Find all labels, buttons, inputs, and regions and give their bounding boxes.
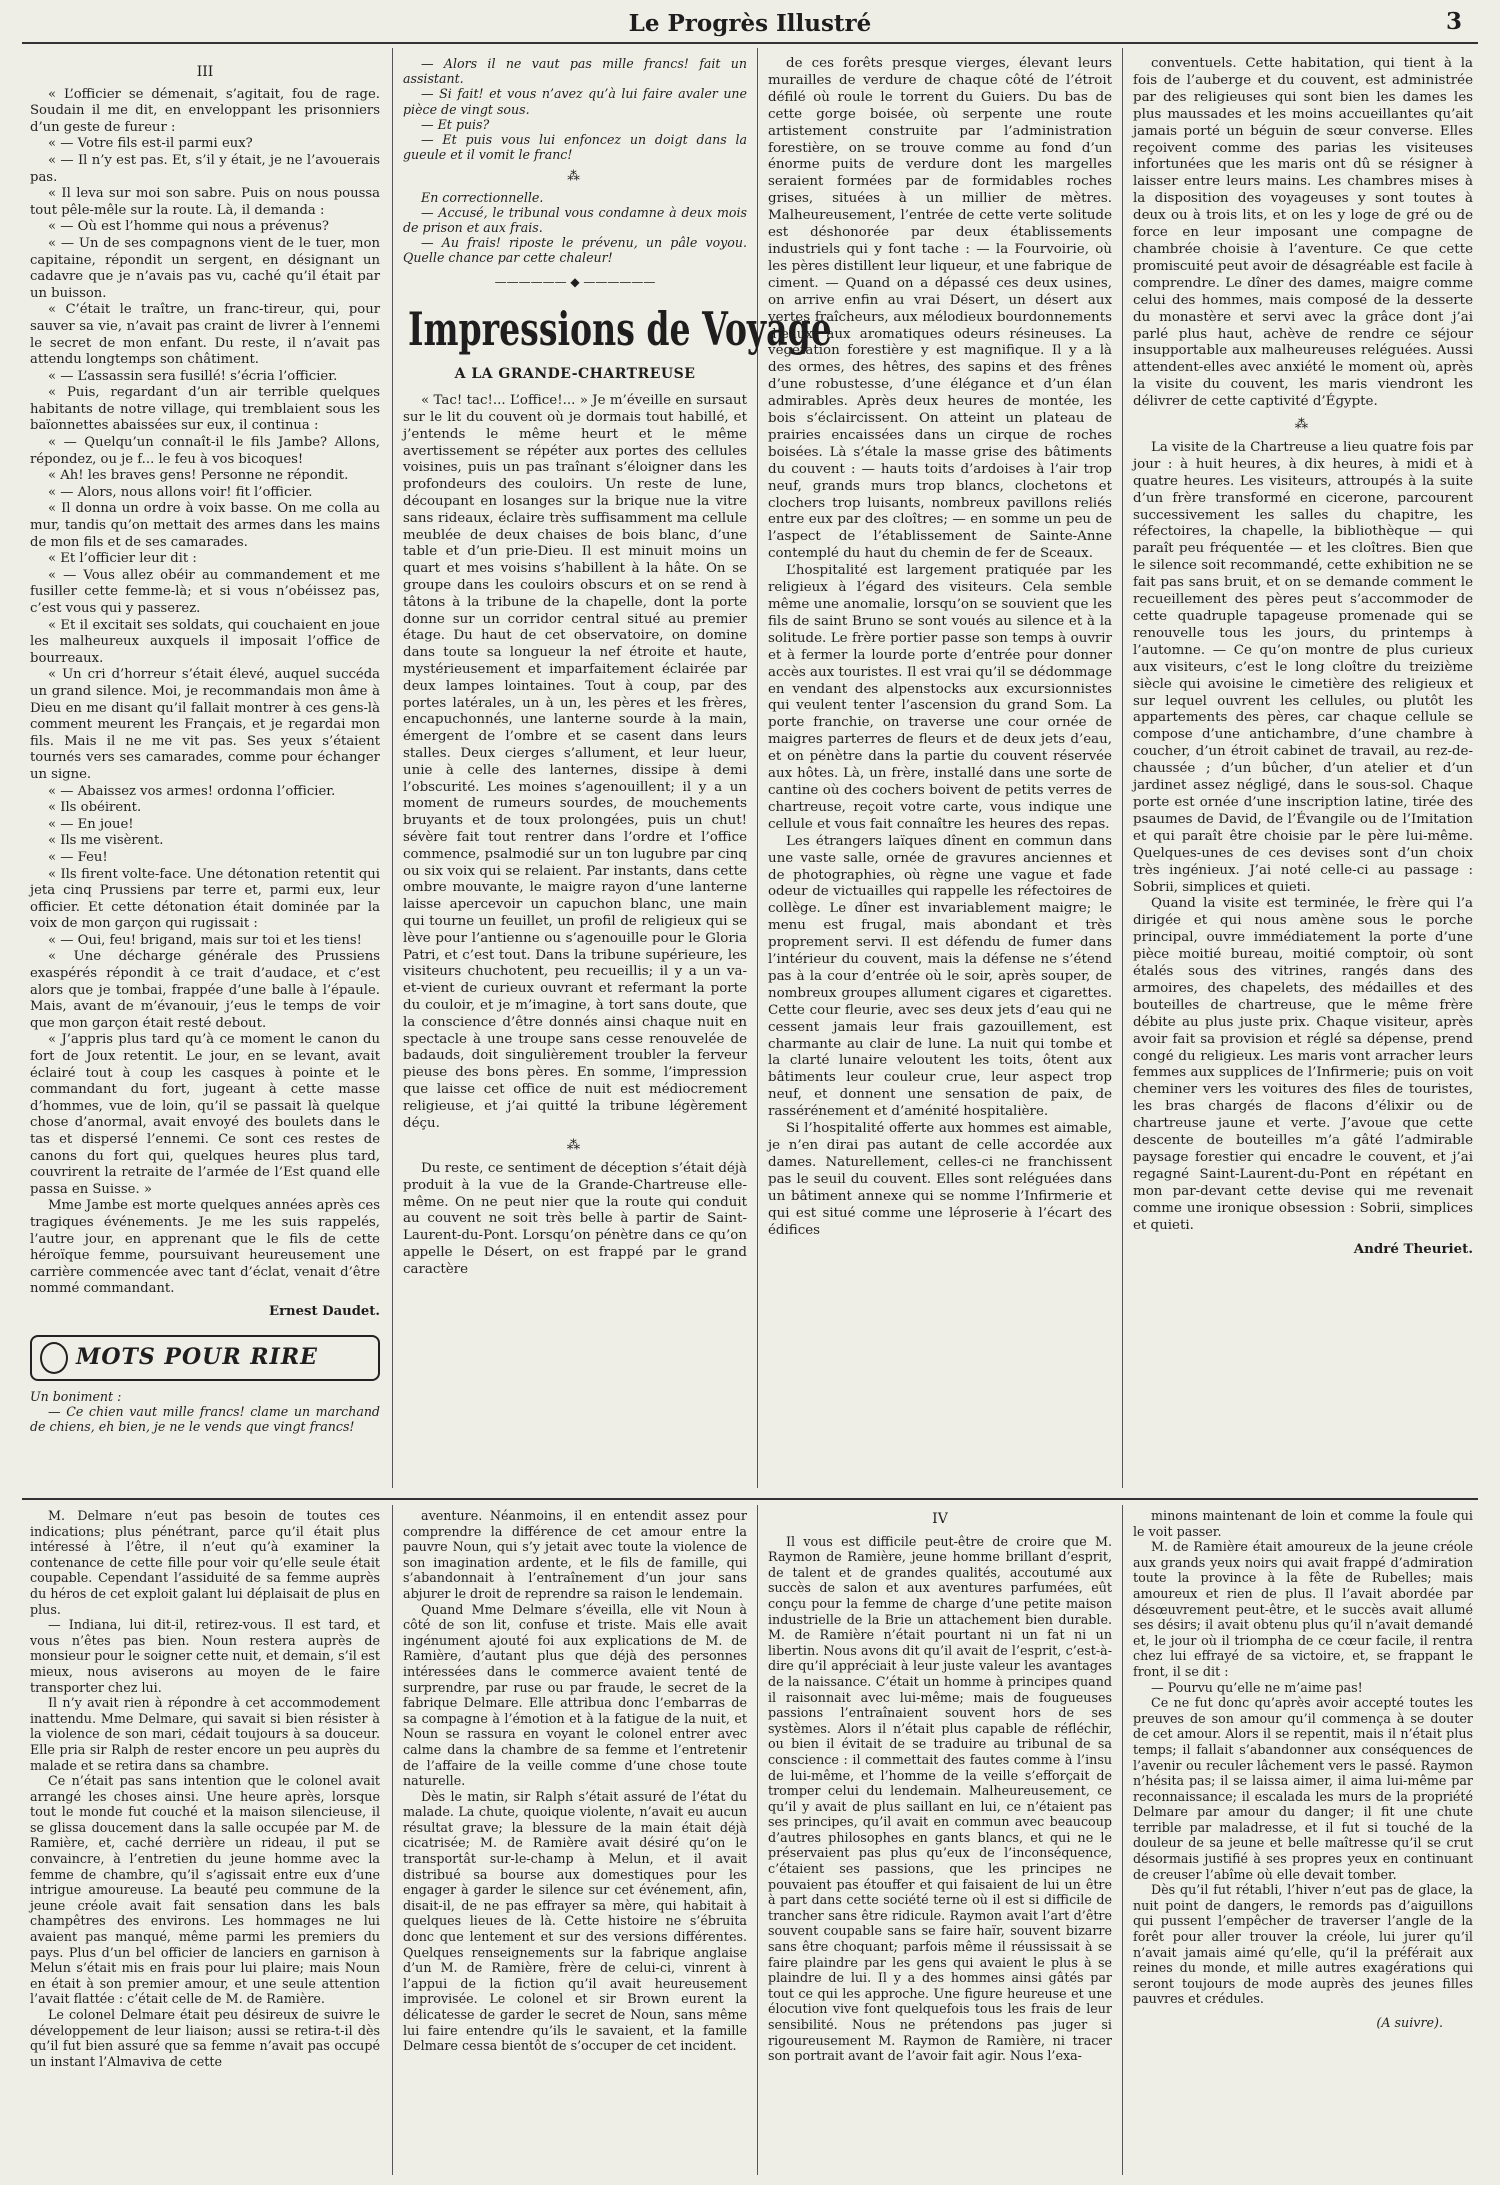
separator-dots-icon: ⁂ [566,1138,584,1154]
paragraph: « C’était le traître, un franc-tireur, qui, pour sauver sa vie, n’avait pas craint de livrer à l’ennemi le secret de mon enfant. Du reste, il n’avait pas attendu longtemps son châtiment. [30,302,380,368]
paragraph: — Et puis vous lui enfoncez un doigt dans la gueule et il vomit le franc! [403,132,747,163]
mots-pour-rire-banner [30,1335,380,1381]
column-divider [392,48,393,1488]
feuilleton-column-3 [768,1508,1112,2176]
column-divider [1122,48,1123,1488]
paragraph: « — Où est l’homme qui nous a prévenus? [48,219,329,235]
paragraph: « Et l’officier leur dit : [48,551,197,567]
paragraph: « — Quelqu’un connaît-il le fils Jambe? Allons, répondez, ou je f... le feu à vos bicoques! [30,435,380,467]
paragraph: Le colonel Delmare était peu désireux de suivre le développement de leur liaison; aussi se retira-t-il dès qu’il fut bien assuré que sa femme n’avait pas occupé un instant l’Almaviva de cette [30,2007,380,2069]
feuilleton-column-4 [1133,1508,1473,2176]
lamp-icon [40,1342,68,1374]
section-number: III [196,64,214,80]
paragraph: « Ils firent volte-face. Une détonation retentit qui jeta cinq Prussiens par terre et, parmi eux, leur officier. Et cette détonation était dominée par la voix de mon garçon qui rugissait : [30,866,380,932]
paragraph: — Pourvu qu’elle ne m’aime pas! [1151,1679,1363,1695]
paragraph: Mme Jambe est morte quelques années après ces tragiques événements. Je me les suis rappelés, l’autre jour, en apprenant que le fils de cette héroïque femme, poursuivant heureusement une carrière commencée avec tant d’éclat, venait d’être nommé commandant. [30,1198,380,1297]
paragraph: « Il leva sur moi son sabre. Puis on nous poussa tout pêle-mêle sur la route. Là, il demanda : [30,186,380,218]
paragraph: « — Il n’y est pas. Et, s’il y était, je ne l’avouerais pas. [30,152,380,185]
paragraph: « — Un de ses compagnons vient de le tuer, mon capitaine, répondit un sergent, en désignant un cadavre que je n’avais pas vu, caché qu’il était par un buisson. [30,235,380,301]
newspaper-title: Le Progrès Illustré [628,9,872,37]
paragraph: « — L’assassin sera fusillé! s’écria l’officier. [48,368,338,384]
paragraph: « Tac! tac!... L’office!... » Je m’éveille en sursaut sur le lit du couvent où je dormais tout habillé, et j’entends le même heurt et le même avertissement se répéter aux portes des cellules voisines, puis un pas traînant s’éloigner dans les profondeurs des couloirs. Un reste de lune, découpant en losanges sur la brique nue la vitre sans rideaux, éclaire très suffisamment ma cellule meublée de deux chaises de bois blanc, d’une table et d’un prie-Dieu. Il est minuit moins un quart et mes voisins s’habillent à la hâte. On se groupe dans les couloirs obscurs et on se rend à tâtons à la tribune de la chapelle, dont la porte donne sur un corridor central situé au premier étage. Du haut de cet observatoire, on domine dans toute sa longueur la nef étroite et haute, mystérieusement et imparfaitement éclairée par deux lampes lointaines. Tout à coup, par des portes latérales, un à un, les pères et les frères, encapuchonnés, une lanterne sourde à la main, émergent de l’ombre et se casent dans leurs stalles. Deux cierges s’allument, et leur lueur, unie à celle des lanternes, dissipe à demi l’obscurité. Les moines s’agenouillent; il y a un moment de rumeurs sourdes, de mouchements bruyants et de toux prolongées, puis un chut! sévère fait tout rentrer dans l’ordre et l’office commence, psalmodié sur un ton lugubre par cinq ou six voix qui se relaient. Par instants, dans cette ombre mouvante, le maigre rayon d’une lanterne laisse apercevoir un capuchon blanc, une main qui tourne un feuillet, un profil de religieux qui se lève pour l’antienne ou s’agenouille pour le Gloria Patri, et c’est tout. Dans la tribune supérieure, les visiteurs chuchotent, peu recueillis; il y a un va-et-vient de curieux ouvrant et refermant la porte du couloir, et je m’imagine, à tort sans doute, que la conscience d’être donnés ainsi chaque nuit en spectacle à une troupe sans cesse renouvelée de badauds, doit singulièrement troubler la ferveur pieuse des bons pères. En somme, l’impression que laisse cet office de nuit est médiocrement religieuse, et j’ai quitté la tribune légèrement déçu. [403,393,747,1131]
paragraph: « Puis, regardant d’un air terrible quelques habitants de notre village, qui tremblaient sous les baïonnettes abaissées sur eux, il continua : [30,385,380,434]
paragraph: — Accusé, le tribunal vous condamne à deux mois de prison et aux frais. [403,204,747,236]
article-column-1 [30,60,380,1485]
article-column-2 [403,56,832,1486]
joke-intro: Un boniment : [30,1388,122,1404]
paragraph: « J’appris plus tard qu’à ce moment le canon du fort de Joux retentit. Le jour, en se levant, avait éclairé tout à coup les casques à pointe et le commandant du fort, jugeant à cette masse d’hommes, vue de loin, qu’il se passait là quelque chose d’anormal, avait envoyé des boulets dans le tas et dispersé l’ennemi. Ce sont ces restes de canons du fort qui, quelques heures plus tard, couvrirent la retraite de l’armée de l’Est quand elle passa en Suisse. » [30,1032,380,1197]
paragraph: « Ils obéirent. [48,800,142,816]
paragraph: « Et il excitait ses soldats, qui couchaient en joue les malheureux auxquels il imposait l’office de bourreaux. [30,617,380,666]
paragraph: — Alors il ne vaut pas mille francs! fait un assistant. [403,56,747,87]
paragraph: « Une décharge générale des Prussiens exaspérés répondit à ce trait d’audace, et c’est alors que je tombai, frappée d’une balle à l’épaule. Mais, avant de m’évanouir, j’eus le temps de voir que mon garçon était resté debout. [30,949,380,1031]
paragraph: — Indiana, lui dit-il, retirez-vous. Il est tard, et vous n’êtes pas bien. Noun restera auprès de monsieur pour le soigner cette nuit, et demain, s’il est mieux, nous aviserons au moyen de le faire transporter chez lui. [30,1617,380,1695]
article-text [768,56,1112,1239]
paragraph: Les étrangers laïques dînent en commun dans une vaste salle, ornée de gravures anciennes et de photographies, où règne une vague et fade odeur de victuailles qui rappelle les réfectoires de collège. Le dîner est invariablement maigre; le menu est frugal, mais abondant et très proprement servi. Il est défendu de fumer dans l’intérieur du couvent, mais la défense ne s’étend pas à la cour d’entrée où le soir, après souper, de nombreux groupes allument cigares et cigarettes. Cette cour fleurie, avec ses deux jets d’eau qui ne cessent jamais leur frais gazouillement, est charmante au clair de lune. La nuit qui tombe et la clarté lunaire veloutent les toits, ôtent aux bâtiments leur couleur crue, leur aspect trop neuf, et donnent une sensation de paix, de rassérénement et d’aménité hospitalière. [768,833,1112,1120]
joke-text: — Ce chien vaut mille francs! clame un marchand de chiens, eh bien, je ne le vends que vingt francs! [30,1403,380,1434]
paragraph: Quand Mme Delmare s’éveilla, elle vit Noun à côté de son lit, confuse et triste. Mais elle avait ingénument ajouté foi aux explications de M. de Ramière, d’autant plus que déjà des personnes intéressées dans le commerce avaient tenté de surprendre, par ruse ou par fraude, le secret de la fabrique Delmare. Elle attribua donc l’embarras de sa compagne à l’émotion et à la fatigue de la nuit, et Noun se rassura en voyant le colonel entrer avec calme dans la chambre de sa femme et l’entretenir de l’affaire de la veille comme d’une chose toute naturelle. [403,1601,747,1789]
paragraph: Du reste, ce sentiment de déception s’était déjà produit à la vue de la Grande-Chartreuse elle-même. On ne peut nier que la route qui conduit au couvent ne soit très belle à partir de Saint-Laurent-du-Pont. Lorsqu’on pénètre dans ce qu’on appelle le Désert, on est frappé par le grand caractère [403,1161,747,1277]
separator-dots-icon: ⁂ [567,168,583,184]
paragraph: Dès le matin, sir Ralph s’était assuré de l’état du malade. La chute, quoique violente, n’avait eu aucun résultat grave; la blessure de la main était déjà cicatrisée; M. de Ramière avait désiré qu’on le transportât sur-le-champ à Melun, et il avait distribué sa bourse aux domestiques pour les engager à garder le silence sur cet événement, afin, disait-il, de ne pas effrayer sa mère, qui habitait à quelques lieues de là. Cette histoire ne s’ébruita donc que lentement et sur des versions différentes. Quelques renseignements sur la fabrique anglaise d’un M. de Ramière, frère de celui-ci, vinrent à l’appui de la fiction qu’il avait heureusement improvisée. Le colonel et sir Brown eurent la délicatesse de garder le secret de Noun, sans même lui faire entendre qu’ils le savaient, et la famille Delmare cessa bientôt de s’occuper de cet incident. [403,1788,747,2054]
paragraph: de ces forêts presque vierges, élevant leurs murailles de verdure de chaque côté de l’étroit défilé où roule le torrent du Guiers. Du bas de cette gorge boisée, où serpente une route artistement construite par l’administration forestière, on se trouve comme au fond d’un énorme puits de verdure dont les margelles seraient formées par de formidables roches grises, situées à un millier de mètres. Malheureusement, l’entrée de cette verte solitude est déshonorée par deux établissements industriels qui y font tache : — la Fourvoirie, où les pères distillent leur liqueur, et une fabrique de ciment. — Quand on a dépassé ces deux usines, on arrive enfin au vrai Désert, un désert aux vertes fraîcheurs, aux mélodieux bourdonnements d’eaux, aux aromatiques odeurs résineuses. La végétation forestière y est magnifique. Il y a là des ormes, des hêtres, des sapins et des frênes d’une robustesse, d’une élégance et d’un élan admirables. Après deux heures de montée, les bois s’éclaircissent. On atteint un plateau de prairies encaissées dans un cirque de roches boisées. Là s’étale la masse grise des bâtiments du couvent : — hauts toits d’ardoises à l’air trop neuf, grands murs trop blancs, clochetons et clochers trop luisants, nombreux pavillons reliés entre eux par des cloîtres; — en somme un peu de l’aspect de l’établissement de Sainte-Anne contemplé du haut du chemin de fer de Sceaux. [768,56,1112,562]
paragraph: Quand la visite est terminée, le frère qui l’a dirigée et qui nous amène sous le porche principal, ouvre immédiatement la porte d’une pièce moitié bureau, moitié comptoir, où sont étalés sous des vitrines, rangés dans des armoires, des chapelets, des médailles et des bouteilles de chartreuse, que le même frère débite au plus juste prix. Chaque visiteur, après avoir fait sa provision et réglé sa dépense, prend congé du religieux. Les maris vont arracher leurs femmes aux supplices de l’Infirmerie; puis on voit cheminer vers les voitures des files de touristes, les bras chargés de flacons d’élixir ou de chartreuse jaune et verte. J’avoue que cette descente de bouteilles m’a gâté l’admirable paysage forestier qui encadre le couvent, et j’ai regagné Saint-Laurent-du-Pont en répétant en mon par-devant cette devise qui me revenait comme une ironique obsession : Sobrii, simplices et quieti. [1133,896,1473,1233]
paragraph: aventure. Néanmoins, il en entendit assez pour comprendre la différence de cet amour entre la pauvre Noun, qui s’y jetait avec toute la violence de son imagination ardente, et le fils de famille, qui s’abandonnait à l’entraînement d’un jour sans abjurer le droit de reprendre sa raison le lendemain. [403,1508,747,1601]
separator-dots-icon: ⁂ [1294,417,1312,433]
paragraph: « Ils me visèrent. [48,833,164,849]
section-number: IV [932,1511,948,1527]
column-divider [1122,1505,1123,2175]
article-title: Impressions de Voyage [407,302,832,357]
paragraph: — Si fait! et vous n’avez qu’à lui faire avaler une pièce de vingt sous. [403,86,747,117]
paragraph: Ce n’était pas sans intention que le colonel avait arrangé les choses ainsi. Une heure après, lorsque tout le monde fut couché et la maison silencieuse, il se glissa doucement dans la salle occupée par M. de Ramière, et, caché derrière un rideau, il put se convaincre, à l’entretien du jeune homme avec la femme de chambre, qu’il s’agissait entre eux d’une intrigue amoureuse. La beauté peu commune de la jeune créole avait fait sensation dans les bals champêtres des environs. Les hommages ne lui avaient pas manqué, même parmi les premiers du pays. Plus d’un bel officier de lanciers en garnison à Melun s’était mis en frais pour lui plaire; mais Noun en était à son premier amour, et une seule attention l’avait flattée : c’était celle de M. de Ramière. [30,1773,380,2007]
paragraph: « Un cri d’horreur s’était élevé, auquel succéda un grand silence. Moi, je recommandais mon âme à Dieu en me disant qu’il fallait montrer à ces gens-là comment meurent les Français, et je regardai mon fils. Mais il ne me vit pas. Ses yeux s’étaient tournés vers ses camarades, comme pour échanger un signe. [30,667,380,782]
paragraph: Si l’hospitalité offerte aux hommes est aimable, je n’en dirai pas autant de celle accordée aux dames. Naturellement, celles-ci ne franchissent pas le seuil du couvent. Elles sont reléguées dans un bâtiment annexe qui se nomme l’Infirmerie et qui est situé comme une léproserie à l’écart des édifices [768,1121,1112,1238]
article-text [30,87,380,1298]
paragraph: conventuels. Cette habitation, qui tient à la fois de l’auberge et du couvent, est administrée par des religieuses qui sont bien les dames les plus maussades et les moins accueillantes qu’ait jamais porté un béguin de sœur converse. Elles reçoivent comme des parias les visiteuses infortunées que les maris ont dû se résigner à laisser entre leurs mains. Les chambres mises à la disposition des voyageuses y sont toutes à deux ou à trois lits, et on les y loge de gré ou de force en leur imposant une compagne de chambrée choisie à l’aventure. Ce que cette promiscuité peut avoir de désagréable est facile à comprendre. Le dîner des dames, maigre comme celui des hommes, mais composé de la desserte du monastère et servi avec la grâce dont j’ai parlé plus haut, achève de rendre ce séjour insupportable aux malheureuses reléguées. Aussi attendent-elles avec anxiété le moment où, après la visite du couvent, les maris viendront les délivrer de cette captivité d’Égypte. [1133,56,1473,410]
article-text [1133,56,1473,1235]
feuilleton-rule [22,1498,1478,1500]
column-divider [757,1505,758,2175]
feuilleton-text [1133,1508,1473,2007]
paragraph: « — Feu! [48,849,108,865]
paragraph: Dès qu’il fut rétabli, l’hiver n’eut pas de glace, la nuit point de dangers, le remords pas d’aiguillons qui pussent l’empêcher de traverser l’angle de la forêt pour aller trouver la créole, lui jurer qu’il n’avait jamais aimé qu’elle, qu’il la préférait aux reines du monde, et mille autres exagérations qui seront toujours de mode auprès des jeunes filles pauvres et crédules. [1133,1882,1473,2007]
article-column-4 [1133,56,1473,1486]
separator-diamond-icon: —————— ◆ —————— [494,274,656,289]
paragraph: « — En joue! [48,816,134,832]
paragraph: « Il donna un ordre à voix basse. On me colla au mur, tandis qu’on mettait des armes dans les mains de mon fils et de ses camarades. [30,501,380,550]
article-text [403,393,747,1278]
jokes [403,56,747,266]
author-signature: André Theuriet. [1353,1240,1473,1257]
paragraph: « — Votre fils est-il parmi eux? [48,136,253,152]
paragraph: « — Oui, feu! brigand, mais sur toi et les tiens! [48,932,362,948]
paragraph: La visite de la Chartreuse a lieu quatre fois par jour : à huit heures, à dix heures, à midi et à quatre heures. Les visiteurs, attroupés à la suite d’un frère transformé en cicerone, parcourent successivement les salles du chapitre, les réfectoires, la chapelle, la bibliothèque — qui paraît peu fréquentée — et les cloîtres. Bien que le silence soit recommandé, cette exhibition ne se fait pas sans bruit, et on se demande comment le recueillement des pères peut s’accommoder de cette quadruple tapageuse promenade qui se renouvelle tous les jours, du printemps à l’automne. — Ce qu’on montre de plus curieux aux visiteurs, c’est le long cloître du treizième siècle qui avoisine le cimetière des religieux et sur lequel ouvrent les cellules, ou plutôt les appartements des pères, car chaque cellule se compose d’une antichambre, d’une chambre à coucher, d’un étroit cabinet de travail, au rez-de-chaussée ; d’un bûcher, d’un atelier et d’un jardinet assez négligé, dans le sous-sol. Chaque porte est ornée d’une inscription latine, tirée des psaumes de David, de l’Évangile ou de l’Imitation et qui paraît être choisie par le père lui-même. Quelques-unes de ces devises sont d’un choix très ingénieux. J’ai noté celle-ci au passage : Sobrii, simplices et quieti. [1133,439,1473,895]
paragraph: « Ah! les braves gens! Personne ne répondit. [48,468,349,484]
paragraph: — Au frais! riposte le prévenu, un pâle voyou. Quelle chance par cette chaleur! [403,235,747,266]
paragraph: — Et puis? [421,116,490,132]
paragraph: « — Alors, nous allons voir! fit l’officier. [48,484,313,500]
feuilleton-column-2 [403,1508,747,2176]
paragraph: L’hospitalité est largement pratiquée par les religieux à l’égard des visiteurs. Cela semble même une anomalie, lorsqu’on se souvient que les fils de saint Bruno se sont voués au silence et à la solitude. Le frère portier passe son temps à ouvrir et à fermer la lourde porte d’entrée pour donner accès aux touristes. Il est vrai qu’il se dédommage en vendant des alpenstocks aux excursionnistes qui veulent tenter l’ascension du grand Som. La porte franchie, on traverse une cour ornée de maigres parterres de fleurs et de deux jets d’eau, et on pénètre dans la partie du couvent réservée aux hôtes. Là, un frère, installé dans une sorte de cantine où des cochers boivent de petits verres de chartreuse, reçoit votre carte, vous indique une cellule et vous fait connaître les heures des repas. [768,563,1112,832]
article-column-3 [768,56,1112,1486]
feuilleton-text [30,1508,380,2069]
paragraph: En correctionnelle. [421,189,544,205]
feuilleton-text [403,1508,747,2054]
page-header [30,8,1470,38]
paragraph: Ce ne fut donc qu’après avoir accepté toutes les preuves de son amour qu’il commença à se douter de cet amour. Alors il se repentit, mais il n’était plus temps; il fallait s’abandonner aux conséquences de l’avenir ou reculer lâchement vers le passé. Raymon n’hésita pas; il se laissa aimer, il aima lui-même par reconnaissance; il escalada les murs de la propriété Delmare par amour du danger; il fit une chute terrible par maladresse, et il fut si touché de la douleur de sa jeune et belle maîtresse qu’il se crut désormais justifié à ses propres yeux en continuant de creuser l’abîme où elle devait tomber. [1133,1695,1473,1882]
paragraph: M. Delmare n’eut pas besoin de toutes ces indications; plus pénétrant, parce qu’il était plus intéressé à l’être, il n’eut qu’à examiner la contenance de cette fille pour voir qu’elle seule était coupable. Cependant l’assiduité de sa femme auprès du héros de cet exploit galant lui déplaisait de plus en plus. [30,1508,380,1617]
paragraph: M. de Ramière était amoureux de la jeune créole aux grands yeux noirs qui avait frappé d’admiration toute la province à la fête de Rubelles; mais amoureux et rien de plus. Il l’avait abordée par désœuvrement peut-être, et le succès avait allumé ses désirs; il avait obtenu plus qu’il n’avait demandé et, le jour où il triompha de ce cœur facile, il rentra chez lui effrayé de sa victoire, et, se frappant le front, il se dit : [1133,1539,1473,1679]
feuilleton-text [768,1534,1112,2064]
paragraph: « — Vous allez obéir au commandement et me fusiller cette femme-là; et si vous n’obéissez pas, c’est vous qui y passerez. [30,567,380,616]
paragraph: minons maintenant de loin et comme la foule qui le voit passer. [1133,1508,1473,1539]
paragraph: Il vous est difficile peut-être de croire que M. Raymon de Ramière, jeune homme brillant d’esprit, de talent et de grandes qualités, accoutumé aux succès de salon et aux aventures parfumées, eût conçu pour la femme de charge d’une petite maison industrielle de la Brie un attachement bien durable. M. de Ramière n’était pourtant ni un fat ni un libertin. Nous avons dit qu’il avait de l’esprit, c’est-à-dire qu’il appréciait à leur juste valeur les avantages de la naissance. C’était un homme à principes quand il raisonnait avec lui-même; mais de fougueuses passions l’entraînaient souvent hors de ses systèmes. Alors il n’était plus capable de réfléchir, ou bien il évitait de se traduire au tribunal de sa conscience : il commettait des fautes comme à l’insu de lui-même, et l’homme de la veille s’efforçait de tromper celui du lendemain. Malheureusement, ce qu’il y avait de plus saillant en lui, ce n’étaient pas ses principes, qu’il avait en commun avec beaucoup d’autres philosophes en gants blancs, et qui ne le préservaient pas plus qu’eux de l’inconséquence, c’étaient ses passions, que les principes ne pouvaient pas étouffer et qui faisaient de lui un être à part dans cette société terne où il est si difficile de trancher sans être ridicule. Raymon avait l’art d’être souvent coupable sans se faire haïr, souvent bizarre sans être choquant; parfois même il réussissait à se faire plaindre par les gens qui avaient le plus à se plaindre de lui. Il y a des hommes ainsi gâtés par tout ce qui les approche. Une figure heureuse et une élocution vive font quelquefois tous les frais de leur sensibilité. Nous ne prétendons pas juger si rigoureusement M. Raymon de Ramière, ni tracer son portrait avant de l’avoir fait agir. Nous l’exa- [768,1533,1112,2064]
header-rule [22,42,1478,44]
column-divider [392,1505,393,2175]
author-signature: Ernest Daudet. [269,1303,380,1319]
article-subtitle: A LA GRANDE-CHARTREUSE [454,366,696,383]
column-divider [757,48,758,1488]
banner-title: MOTS POUR RIRE [76,1344,318,1371]
page-number: 3 [1445,8,1462,35]
paragraph: « — Abaissez vos armes! ordonna l’officier. [48,783,336,799]
paragraph: « L’officier se démenait, s’agitait, fou de rage. Soudain il me dit, en enveloppant les prisonniers d’un geste de fureur : [30,86,380,135]
paragraph: Il n’y avait rien à répondre à cet accommodement inattendu. Mme Delmare, qui savait si bien résister à la violence de son mari, cédait toujours à sa douceur. Elle pria sir Ralph de rester encore un peu auprès du malade et se retira dans sa chambre. [30,1695,380,1773]
to-be-continued: (A suivre). [1376,2015,1443,2030]
feuilleton-column-1 [30,1508,380,2176]
